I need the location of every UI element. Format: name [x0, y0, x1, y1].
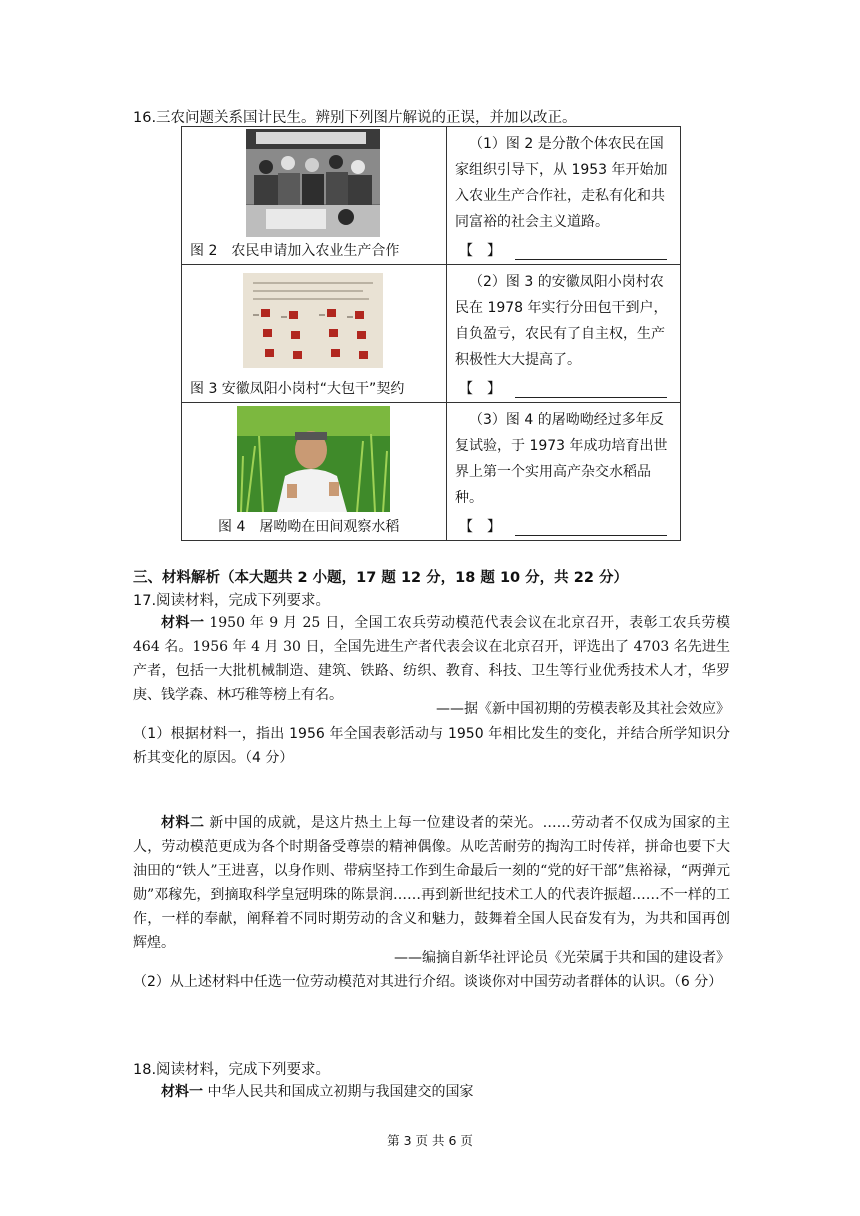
statement-3: （3）图 4 的屠呦呦经过多年反复试验，于 1973 年成功培育出世界上第一个实用高产杂交水稻品种。: [455, 412, 668, 506]
statement-1: （1）图 2 是分散个体农民在国家组织引导下，从 1953 年开始加入农业生产合作社，走私有化和共同富裕的社会主义道路。: [455, 136, 668, 230]
figure-4-photo: [237, 406, 390, 512]
table-row: [182, 265, 681, 403]
answer-line-1[interactable]: [515, 245, 667, 260]
q18-material-1-text: 中华人民共和国成立初期与我国建交的国家: [203, 1084, 474, 1100]
question-16-table: [181, 126, 681, 541]
figure-2-cell: [182, 127, 447, 265]
statement-2: （2）图 3 的安徽凤阳小岗村农民在 1978 年实行分田包干到户，自负盈亏，农民有了自主权，生产积极性大大提高了。: [455, 274, 668, 368]
material-2-text: 新中国的成就，是这片热土上每一位建设者的荣光。……劳动者不仅成为国家的主人，劳动模范更成为各个时期备受尊崇的精神偶像。从吃苦耐劳的掏沟工时传祥，拼命也要下大油田的“铁人”王进喜，以身作则、带病坚持工作到生命最后一刻的“党的好干部”焦裕禄，“两弹元勋”邓稼先，到摘取科学皇冠明珠的陈景润……再到新世纪技术工人的代表许振超……不一样的工作，一样的奉献，阐释着不同时期劳动的含义和魅力，鼓舞着全国人民奋发有为，为共和国再创辉煌。: [133, 815, 730, 951]
table-row: [182, 127, 681, 265]
figure-2-photo: [246, 129, 380, 237]
question-18-stem: 18.阅读材料，完成下列要求。: [133, 1062, 331, 1078]
bracket-2[interactable]: 【 】: [459, 381, 501, 397]
material-2-source: ——编摘自新华社评论员《光荣属于共和国的建设者》: [394, 950, 730, 966]
material-1-text: 1950 年 9 月 25 日，全国工农兵劳动模范代表会议在北京召开，表彰工农兵劳模 464 名。1956 年 4 月 30 日，全国先进生产者代表会议在北京召开，评选出了 4703 名先进生产者，包括一大批机械制造、建筑、铁路、纺织、教育、科技、卫生等行业优秀技术人才，华罗庚、钱学森、林巧稚等榜上有名。: [133, 615, 730, 703]
answer-line-2[interactable]: [515, 383, 667, 398]
page-footer: 第 3 页 共 6 页: [387, 1133, 473, 1148]
question-17-2: （2）从上述材料中任选一位劳动模范对其进行介绍。谈谈你对中国劳动者群体的认识。（6 分）: [133, 974, 723, 990]
q18-material-1-label: 材料一: [161, 1084, 203, 1100]
material-1-source: ——据《新中国初期的劳模表彰及其社会效应》: [436, 701, 730, 717]
figure-3-cell: [182, 265, 447, 403]
figure-4-cell: [182, 403, 447, 541]
material-1-label: 材料一: [161, 615, 205, 631]
material-2-label: 材料二: [161, 815, 205, 831]
question-16-stem: 16.三农问题关系国计民生。辨别下列图片解说的正误，并加以改正。: [133, 110, 577, 126]
figure-2-caption: 图 2 农民申请加入农业生产合作: [190, 243, 400, 259]
bracket-3[interactable]: 【 】: [459, 519, 501, 535]
question-17-1: （1）根据材料一，指出 1956 年全国表彰活动与 1950 年相比发生的变化，并结合所学知识分析其变化的原因。（4 分）: [133, 726, 730, 766]
section-3-heading: 三、材料解析（本大题共 2 小题，17 题 12 分，18 题 10 分，共 22 分）: [133, 570, 628, 586]
table-row: [182, 403, 681, 541]
bracket-1[interactable]: 【 】: [459, 243, 501, 259]
answer-3-cell: [447, 403, 681, 541]
answer-2-cell: [447, 265, 681, 403]
answer-blank-1[interactable]: [459, 240, 667, 260]
answer-blank-2[interactable]: [459, 378, 667, 398]
material-2-paragraph: [133, 811, 730, 955]
answer-1-cell: [447, 127, 681, 265]
figure-3-caption: 图 3 安徽凤阳小岗村“大包干”契约: [190, 381, 405, 397]
answer-blank-3[interactable]: [459, 516, 667, 536]
material-1-paragraph: [133, 611, 730, 707]
figure-3-photo: [243, 273, 383, 368]
answer-line-3[interactable]: [515, 521, 667, 536]
figure-4-caption: 图 4 屠呦呦在田间观察水稻: [218, 519, 400, 535]
q18-material-1: [133, 1080, 730, 1104]
question-17-stem: 17.阅读材料，完成下列要求。: [133, 593, 331, 609]
